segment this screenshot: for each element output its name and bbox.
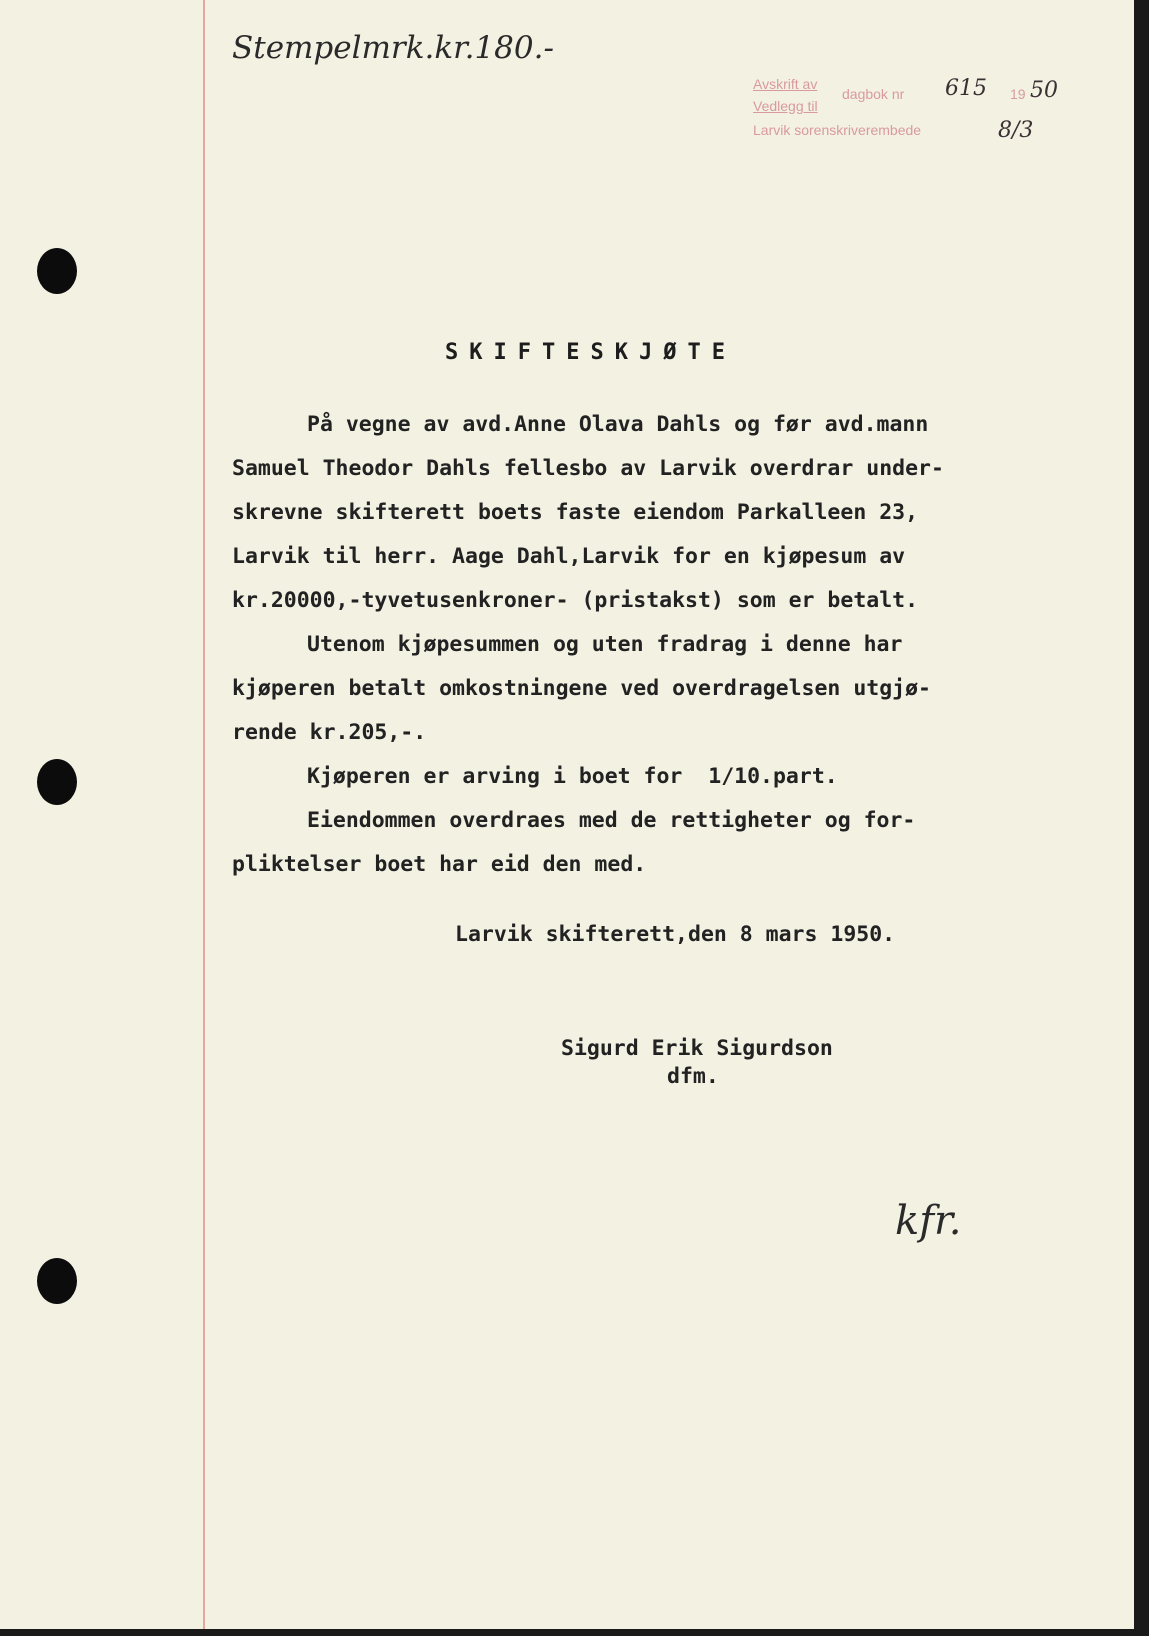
body-line: skrevne skifterett boets faste eiendom Parkalleen 23, (232, 500, 919, 525)
document-title: SKIFTESKJØTE (445, 340, 736, 365)
signature-name: Sigurd Erik Sigurdson (561, 1036, 833, 1061)
body-line: Eiendommen overdraes med de rettigheter og for- (307, 808, 916, 833)
body-line: pliktelser boet har eid den med. (232, 852, 647, 877)
body-line: kjøperen betalt omkostningene ved overdragelsen utgjø- (232, 676, 931, 701)
punch-hole (37, 1258, 77, 1304)
stamp-dagbok-number: 615 (945, 76, 987, 101)
body-line: kr.20000,-tyvetusenkroner- (pristakst) som er betalt. (232, 588, 919, 613)
stamp-duty-note: Stempelmrk.kr.180.- (232, 30, 554, 66)
punch-hole (37, 759, 77, 805)
stamp-vedlegg-label: Vedlegg til (753, 98, 818, 114)
body-line: Utenom kjøpesummen og uten fradrag i denne har (307, 632, 903, 657)
body-line: På vegne av avd.Anne Olava Dahls og før avd.mann (307, 412, 929, 437)
stamp-year-prefix: 19 (1010, 86, 1026, 102)
body-line: Larvik til herr. Aage Dahl,Larvik for en kjøpesum av (232, 544, 906, 569)
stamp-dagbok-label: dagbok nr (842, 86, 905, 102)
handwritten-initials: kfr. (895, 1198, 962, 1244)
body-line: Kjøperen er arving i boet for 1/10.part. (307, 764, 838, 789)
body-line: Samuel Theodor Dahls fellesbo av Larvik overdrar under- (232, 456, 944, 481)
body-line: rende kr.205,-. (232, 720, 427, 745)
signature-title: dfm. (667, 1064, 719, 1089)
punch-hole (37, 248, 77, 294)
place-date: Larvik skifterett,den 8 mars 1950. (455, 922, 896, 947)
stamp-date: 8/3 (998, 118, 1034, 143)
stamp-avskrift-label: Avskrift av (753, 76, 818, 92)
stamp-year-suffix: 50 (1030, 78, 1058, 103)
stamp-office-name: Larvik sorenskriverembede (753, 122, 922, 138)
margin-line (203, 0, 205, 1629)
